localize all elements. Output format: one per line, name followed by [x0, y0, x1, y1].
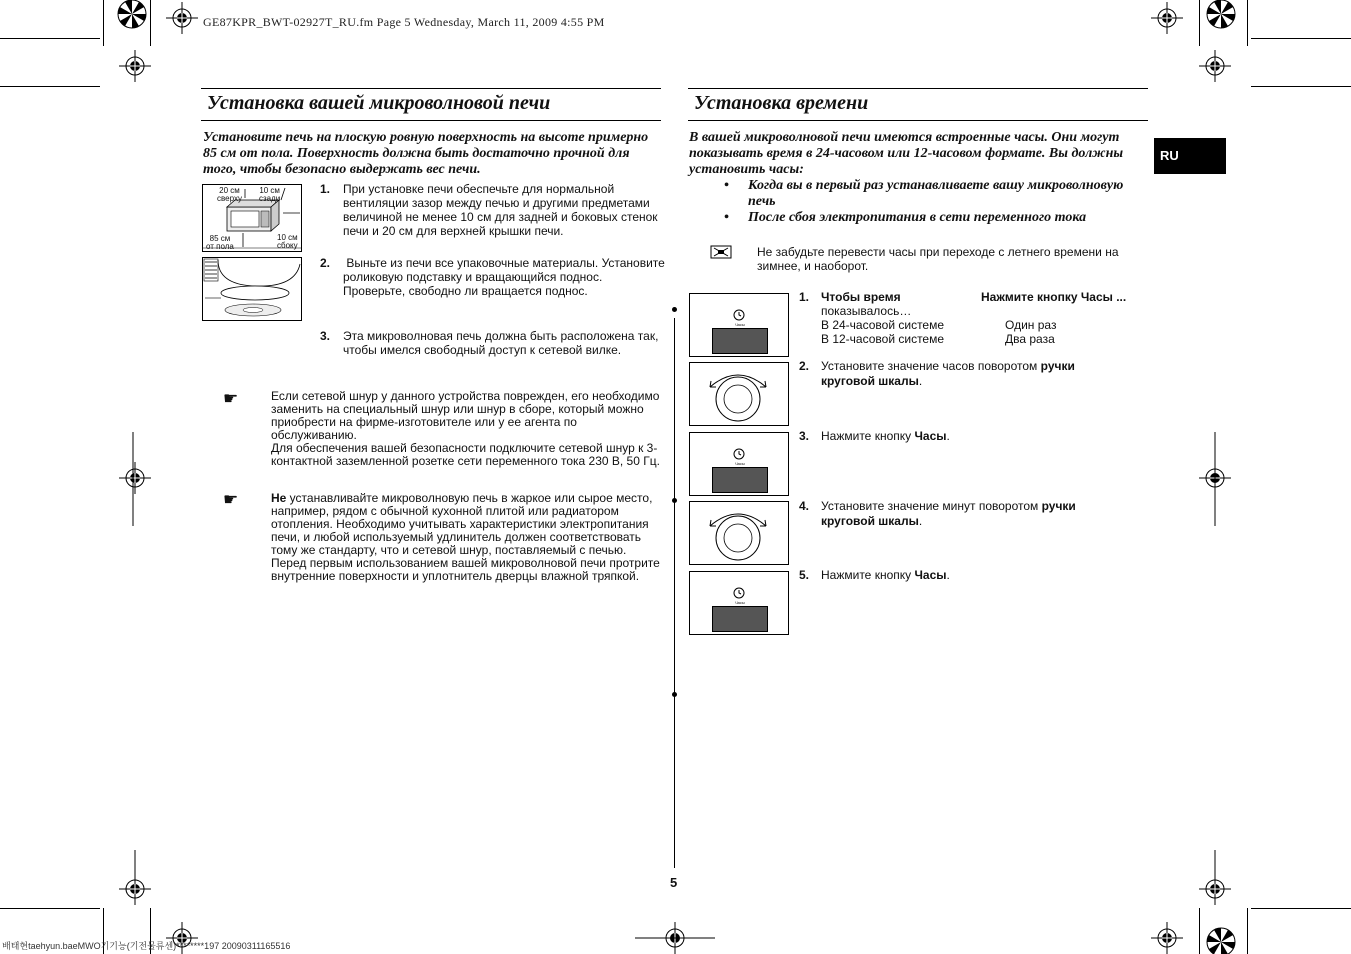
step1-col1-sub: показывалось… — [821, 304, 912, 318]
step1-mode-12: В 12-часовой системе — [821, 332, 945, 346]
clearance-back-label: сзади — [259, 194, 281, 203]
step-number: 1. — [320, 182, 331, 196]
step-number: 3. — [799, 429, 810, 443]
left-step-2 — [320, 256, 669, 298]
clearance-floor-label: от пола — [206, 242, 234, 251]
step-text-tail: . — [946, 429, 950, 443]
clock-icon — [733, 448, 745, 460]
bullet-item: • После сбоя электропитания в сети переменного тока — [724, 210, 1087, 225]
right-step-3 — [799, 429, 1109, 443]
right-step-4 — [799, 499, 1109, 529]
step-text-tail: . — [946, 568, 950, 582]
step-text-bold: Часы — [914, 429, 947, 443]
clearance-back-value: 10 см — [259, 186, 280, 195]
center-dot — [672, 498, 677, 503]
step-text: Установите значение минут поворотом — [821, 499, 1042, 513]
step-text: Нажмите кнопку — [821, 429, 915, 443]
step1-presses-24: Один раз — [1005, 318, 1057, 332]
display-panel — [712, 328, 768, 354]
note-placement — [271, 492, 663, 583]
step-text-bold: ручки круговой шкалы — [821, 499, 1076, 528]
step-text-tail: . — [918, 374, 923, 388]
step-text: Выньте из печи все упаковочные материалы. Установите роликовую подставку и вращающийся поднос. Проверьте, свободно ли вращается поднос. — [343, 256, 669, 298]
step1-presses-12: Два раза — [1005, 332, 1055, 346]
clock-button-label: Часы — [735, 322, 745, 327]
right-section-title: Установка времени — [694, 92, 869, 114]
note-power-cord — [271, 390, 663, 468]
step-text: Эта микроволновая печь должна быть расположена так, чтобы имелся свободный доступ к сетевой вилке. — [343, 329, 659, 357]
clock-button-figure — [689, 432, 789, 496]
dial-knob-icon — [690, 502, 788, 564]
bullet-text: Когда вы в первый раз устанавливаете вашу микроволновую печь — [748, 178, 1124, 209]
step-text: Нажмите кнопку — [821, 568, 915, 582]
clearance-floor-value: 85 см — [209, 234, 231, 243]
step-number: 2. — [320, 256, 331, 270]
dial-figure — [689, 501, 789, 565]
memo-text: Не забудьте перевести часы при переходе с летнего времени на зимнее, и наоборот. — [757, 245, 1119, 273]
pointing-hand-icon: ☛ — [223, 389, 239, 408]
step-number: 4. — [799, 499, 810, 513]
memo-icon — [710, 245, 732, 259]
clock-button-label: Часы — [735, 461, 745, 466]
step-text-tail: . — [918, 514, 923, 528]
step-number: 5. — [799, 568, 810, 582]
center-dot — [672, 307, 677, 312]
clock-icon — [733, 309, 745, 321]
clearance-side-label: сбоку — [277, 241, 298, 250]
note-power-cord-text: Если сетевой шнур у данного устройства поврежден, его необходимо заменить на специальный шнур или шнур в сборе, который можно приобрести на фирме-изготовителе или у ее агента по обслуживанию. — [271, 389, 660, 442]
step-text: Установите значение часов поворотом — [821, 359, 1041, 373]
left-section-title: Установка вашей микроволновой печи — [207, 92, 551, 114]
step1-col1-head: Чтобы время — [821, 290, 901, 304]
clearance-figure — [202, 184, 302, 252]
pointing-hand-icon: ☛ — [223, 490, 239, 509]
center-dot — [672, 692, 677, 697]
left-intro: Установите печь на плоскую ровную поверхность на высоте примерно 85 см от пола. Поверхность должна быть достаточно прочной для того, чтобы безопасно выдержать вес печи. — [203, 130, 649, 177]
step-text-bold: ручки круговой шкалы — [821, 359, 1075, 388]
step-text-bold: Часы — [914, 568, 947, 582]
step-text: При установке печи обеспечьте для нормальной вентиляции зазор между печью и другими предметами величиной не менее 10 см для задней и боковых стенок печи и 20 см для верхней крышки печи. — [343, 182, 658, 238]
print-footer: 배태현taehyun.baeMWO기기능(기전물류센)********197 20090311165516 — [2, 941, 291, 951]
step-number: 1. — [799, 290, 810, 304]
language-tab: RU — [1154, 138, 1226, 174]
step-number: 3. — [320, 329, 331, 343]
file-header: GE87KPR_BWT-02927T_RU.fm Page 5 Wednesday, March 11, 2009 4:55 PM — [203, 15, 605, 29]
step1-col2-head: Нажмите кнопку Часы ... — [981, 290, 1127, 304]
right-step-2 — [799, 359, 1109, 389]
clock-icon — [733, 587, 745, 599]
clearance-side-value: 10 см — [277, 233, 298, 242]
note-placement-text: устанавливайте микроволновую печь в жаркое или сырое место, например, рядом с обычной кухонной плитой или радиатором отопления. Необходимо учитывать характеристики электропитания печи, и любой используемый удлинитель должен соответствовать тому же стандарту, что и сетевой шнур, поставляемый с печью. Перед первым использованием вашей микроволновой печи протрите внутренние поверхности и уплотнитель дверцы влажной тряпкой. — [271, 491, 660, 583]
dial-figure — [689, 362, 789, 426]
left-step-1 — [320, 182, 665, 238]
dial-knob-icon — [690, 363, 788, 425]
right-bullets — [724, 178, 1144, 226]
clock-button-label: Часы — [735, 600, 745, 605]
clearance-top-label: сверху — [217, 194, 242, 203]
step-number: 2. — [799, 359, 810, 373]
note-grounding-text: Для обеспечения вашей безопасности подключите сетевой шнур к 3-контактной заземленной розетке сети переменного тока 230 В, 50 Гц. — [271, 441, 660, 468]
page-number: 5 — [670, 875, 678, 890]
display-panel — [712, 467, 768, 493]
right-step-5 — [799, 568, 1109, 582]
turntable-figure — [202, 257, 302, 321]
clock-button-figure — [689, 571, 789, 635]
display-panel — [712, 606, 768, 632]
column-separator — [674, 318, 675, 868]
note-placement-bold: Не — [271, 491, 287, 505]
step1-mode-24: В 24-часовой системе — [821, 318, 945, 332]
bullet-text: После сбоя электропитания в сети переменного тока — [748, 210, 1087, 225]
bullet-item: • Когда вы в первый раз устанавливаете вашу микроволновую печь — [724, 178, 1124, 209]
clearance-top-value: 20 см — [219, 186, 240, 195]
clock-button-figure — [689, 293, 789, 357]
right-intro: В вашей микроволновой печи имеются встроенные часы. Они могут показывать время в 24-часовом или 12-часовом формате. Вы должны установить часы: — [689, 130, 1124, 177]
left-step-3 — [320, 329, 665, 357]
